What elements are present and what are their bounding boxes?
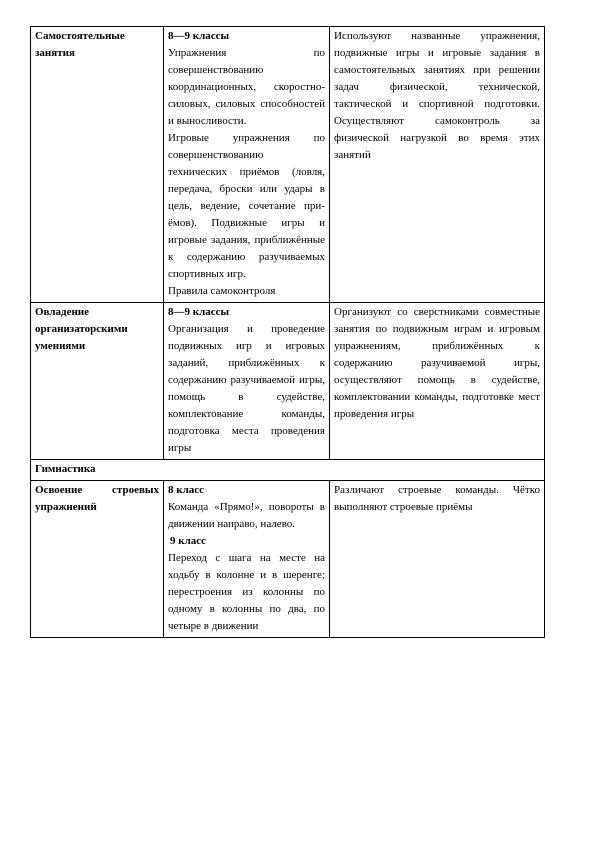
grade-heading: 9 класс xyxy=(170,535,207,547)
content-cell xyxy=(164,303,330,460)
content-text: Упражнения по совершенствованию координационных, скоростно-силовых, силовых способностей и выносливости. xyxy=(168,47,325,127)
topic-cell: Самостоятельные занятия xyxy=(31,27,164,303)
content-text: Игровые упражнения по совершенствованию технических приёмов (ловля, передача, броски или удары в цель, ведение, сочетание при-ёмов). Подвижные игры и игровые задания, приближённые к содержанию разучиваемых спортивных игр. xyxy=(168,132,325,280)
topic-cell: Овладение организаторскими умениями xyxy=(31,303,164,460)
table-row xyxy=(31,303,545,460)
content-text: Организация и проведение подвижных игр и игровых заданий, приближённых к содержанию разучиваемой игры, помощь в судействе, комплектование команды, подготовка места проведения игры xyxy=(168,323,325,454)
section-heading: Гимнастика xyxy=(31,460,545,481)
content-text: Переход с шага на месте на ходьбу в колонне и в шеренге; перестроения из колонны по одному в колонны по два, по четыре в движении xyxy=(168,552,325,632)
activity-text: Используют названные упражнения, подвижные игры и игровые задания в самостоятельных занятиях при решении задач физической, технической, тактической и спортивной подготовки. Осуществляют самоконтроль за физической нагрузкой во время этих занятий xyxy=(334,30,540,161)
activity-cell xyxy=(330,27,545,303)
activity-cell xyxy=(330,481,545,638)
grade-heading: 8 класс xyxy=(168,484,205,496)
content-cell xyxy=(164,481,330,638)
table-row xyxy=(31,481,545,638)
grade-heading: 8—9 классы xyxy=(168,306,230,318)
grade-heading: 8—9 классы xyxy=(168,30,230,42)
content-text: Правила самоконтроля xyxy=(168,285,276,297)
curriculum-table xyxy=(30,26,545,638)
content-text: Команда «Прямо!», повороты в движении направо, налево. xyxy=(168,501,325,530)
content-cell xyxy=(164,27,330,303)
topic-cell: Освоение строевых упражнений xyxy=(31,481,164,638)
table-row xyxy=(31,27,545,303)
activity-text: Организуют со сверстниками совместные занятия по подвижным играм и игровым упражнениям, приближённых к содержанию разучиваемой игры, осуществляют помощь в судействе, комплектовании команды, подготовке мест проведения игры xyxy=(334,306,540,420)
activity-cell xyxy=(330,303,545,460)
activity-text: Различают строевые команды. Чётко выполняют строевые приёмы xyxy=(334,484,540,513)
section-row xyxy=(31,460,545,481)
